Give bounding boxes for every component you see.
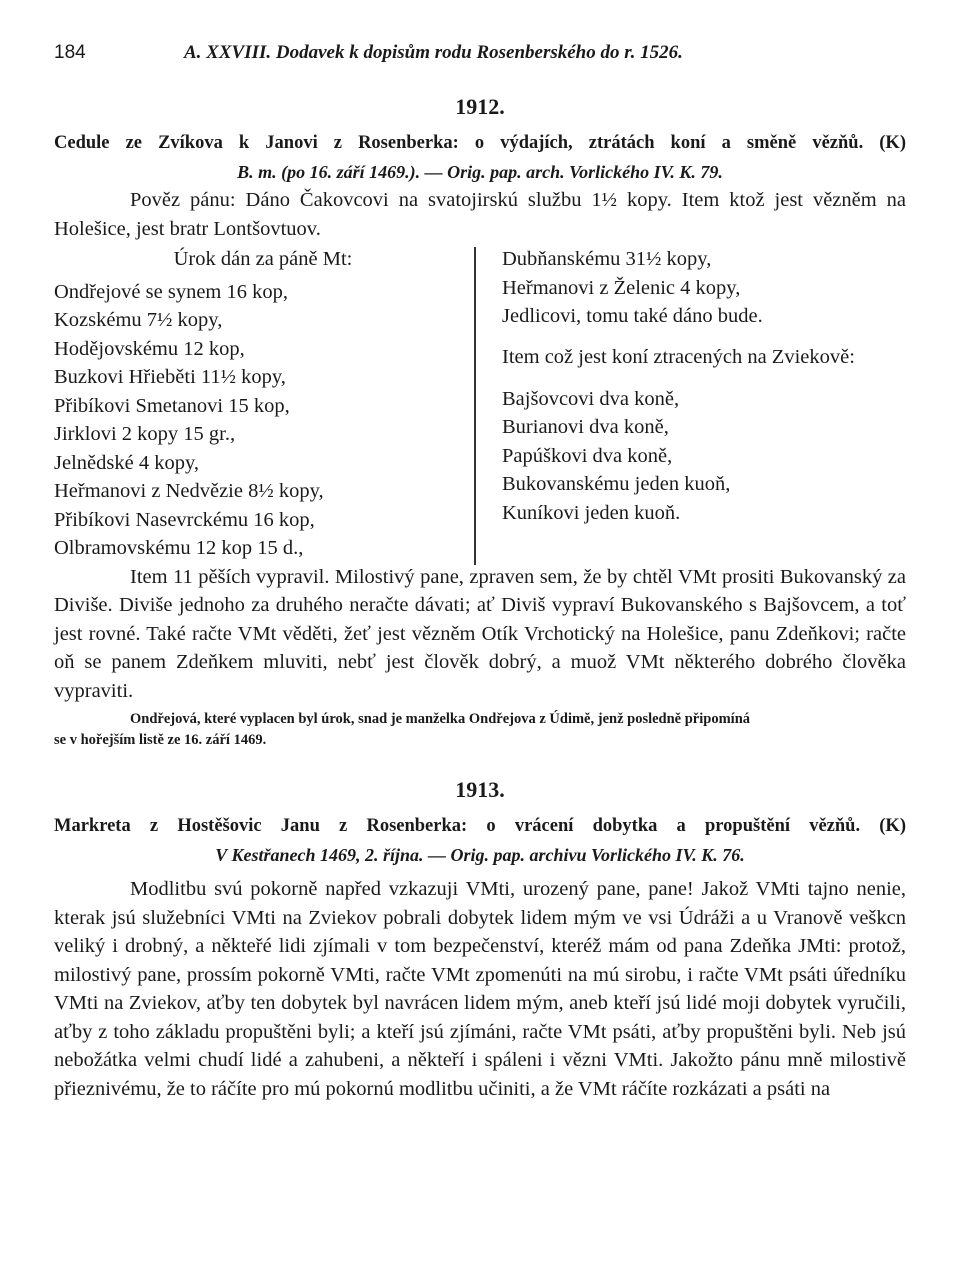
right-column-heading: Item což jest koní ztracených na Zviekově:: [502, 345, 855, 368]
two-column-list: [54, 245, 906, 563]
list-item: Jedlicovi, tomu také dáno bude.: [502, 305, 763, 327]
list-item: Burianovi dva koně,: [502, 416, 669, 438]
list-item: Přibíkovi Nasevrckému 16 kop,: [54, 508, 315, 531]
closing-paragraph: Item 11 pěších vypravil. Milostivý pane, zpraven sem, že by chtěl VMt prositi Bukovanský za Diviše. Diviše jednoho za druhého neračte dávati; ať Diviš vypraví Bukovanského s Bajšovcem, a toť jest rovné. Také račte VMt věděti, žeť jest vězněm Otík Vrchotický na Holešice, panu Zdeňkovi; račte oň se panem Zdeňkem mluviti, nebť jest člověk dobrý, a muož VMt některého dobrého člověka vypraviti.: [54, 565, 906, 702]
document-number: 1912.: [455, 94, 505, 119]
document-page: [54, 38, 906, 1103]
list-item: Bukovanskému jeden kuoň,: [502, 473, 731, 495]
intro-paragraph: Pověz pánu: Dáno Čakovcovi na svatojirskú službu 1½ kopy. Item ktož jest vězněm na Holešice, jest bratr Lontšovtuov.: [54, 189, 906, 240]
list-item: Hodějovskému 12 kop,: [54, 337, 245, 360]
left-column: [54, 245, 472, 563]
list-item: Kuníkovi jeden kuoň.: [502, 501, 681, 524]
list-item: Kozskému 7½ kopy,: [54, 309, 223, 331]
list-item: Heřmanovi z Nedvězie 8½ kopy,: [54, 480, 324, 502]
body-paragraph: Modlitbu svú pokorně napřed vzkazuji VMti, urozený pane, pane! Jakož VMti tajno nenie, kterak jsú služebníci VMti na Zviekov pobrali dobytek lidem mým ve vsi Údráži a u Vranově veškcn veliký i drobný, a někteřé lidi zjímali v tom bezpečenství, kteréž mám od pana Zdeňka JMti: protož, milostivý pane, prossím pokorně VMti, račte VMt zpomenúti na mú sirobu, i račte VMt psáti úředníku VMti na Zviekov, aťby ten dobytek byl navrácen lidem mým, aneb kteří jsú lidé moji dobytek vyručili, aťby z toho základu propuštěni byli; a kteří jsú zjímáni, račte VMt psáti, aťby propuštěni byli. Neb jsú nebožátka velmi chudí lidé a zahubeni, a někteří i spáleni i vězni VMti. Jakožto pánu mně milostivě přieznivému, že to ráčíte pro mú pokornú modlitbu učiniti, a že VMt ráčíte rozkázati a psáti na: [54, 878, 906, 1100]
list-item: Heřmanovi z Želenic 4 kopy,: [502, 276, 741, 299]
footnote-line: se v hořejším listě ze 16. září 1469.: [54, 732, 267, 748]
list-item: Dubňanskému 31½ kopy,: [502, 248, 712, 270]
list-item: Jelnědské 4 kopy,: [54, 451, 199, 474]
right-column: [472, 245, 855, 563]
document-title: Markreta z Hostěšovic Janu z Rosenberka: o vrácení dobytka a propuštění vězňů. (K): [54, 816, 906, 836]
document-number: 1913.: [455, 777, 505, 802]
list-item: Přibíkovi Smetanovi 15 kop,: [54, 394, 290, 417]
document-1913: [54, 777, 906, 1103]
page-header: [54, 38, 906, 74]
list-item: Papúškovi dva koně,: [502, 444, 673, 467]
document-1912: [54, 94, 906, 751]
list-item: Ondřejové se synem 16 kop,: [54, 280, 288, 303]
column-divider: [474, 247, 476, 565]
list-item: Bajšovcovi dva koně,: [502, 387, 680, 410]
footnote-line: Ondřejová, které vyplacen byl úrok, snad je manželka Ondřejova z Údimě, jenž posledně připomíná: [130, 711, 751, 727]
document-source: B. m. (po 16. září 1469.). — Orig. pap. arch. Vorlického IV. K. 79.: [237, 162, 723, 182]
list-item: Jirklovi 2 kopy 15 gr.,: [54, 423, 236, 445]
list-item: Buzkovi Hřieběti 11½ kopy,: [54, 366, 286, 388]
footnote: [54, 709, 906, 751]
list-item: Olbramovskému 12 kop 15 d.,: [54, 537, 304, 559]
left-column-heading: Úrok dán za páně Mt:: [173, 248, 353, 270]
document-title: Cedule ze Zvíkova k Janovi z Rosenberka: o výdajích, ztrátách koní a směně vězňů. (K): [54, 133, 906, 153]
running-title: A. XXVIII. Dodavek k dopisům rodu Rosenberského do r. 1526.: [184, 42, 683, 63]
page-number: 184: [54, 42, 86, 63]
document-source: V Kestřanech 1469, 2. října. — Orig. pap. archivu Vorlického IV. K. 76.: [215, 845, 745, 865]
